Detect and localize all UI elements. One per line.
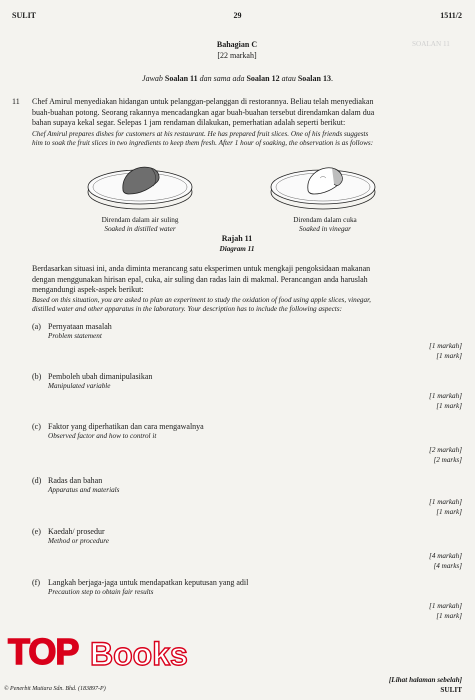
logo-books-text: Books	[90, 636, 188, 672]
header-sulit: SULIT	[12, 11, 37, 20]
caption-left: Direndam dalam air suling	[101, 216, 179, 224]
dish-distilled-water	[85, 156, 195, 214]
ghost-text: SOALAN 11	[412, 40, 450, 48]
footer-sulit: SULIT	[440, 686, 462, 694]
situation-malay: Berdasarkan situasi ini, anda diminta merancang satu eksperimen untuk mengkaji pengoksidaan makanan dengan menggunakan hirisan epal, cuka, air suling dan radas lain di makmal. Perancangan anda haruslah mengandungi aspek-aspek berikut:	[32, 264, 371, 294]
logo-top-text: TOP	[8, 631, 79, 672]
caption-left-en: Soaked in distilled water	[104, 225, 176, 233]
topbooks-logo	[8, 630, 188, 680]
diagram-title-en: Diagram 11	[219, 245, 255, 253]
header-code: 1511/2	[440, 11, 462, 20]
footer-next-page: [Lihat halaman sebelah]	[388, 676, 462, 684]
exam-page: SULIT 29 1511/2 SOALAN 11 Bahagian C [22 markah] Jawab Soalan 11 dan sama ada Soalan 12 atau Soalan 13. 11 Chef Amirul menyediakan hidangan untuk pelanggan-pelanggan di restorannya. Beliau telah menyediakan buah-buahan potong. Seorang rakannya mencadangkan agar buah-buahan tersebut direndamkan dalam dua bahan supaya kekal segar. Selepas 1 jam rendaman dilakukan, pemerhatian adalah seperti berikut: Chef Amirul prepares dishes for customers at his restaurant. He has prepared fruit slices. One of his friends suggests him to soak the fruit slices in two ingredients to keep them fresh. After 1 hour of soaking, the observation is as follows: Direndam dalam air suling Soaked in distilled water Direndam dalam cuka Soaked in vinegar Rajah 11 Diagram 11 Berdasarkan situasi ini, anda diminta merancang satu eksperimen untuk mengkaji pengoksidaan makanan dengan menggunakan hirisan epal, cuka, air suling dan radas lain di makmal. Perancangan anda haruslah mengandungi aspek-aspek berikut: Based on this situation, you are asked to plan an experiment to study the oxidation of food using apple slices, vinegar, distilled water and other apparatus in the laboratory. Your description has to include the following aspects: (a) Pernyataan masalah Problem statement [1 markah] [1 mark] (b) Pemboleh ubah dimanipulasikan Manipulated variable [1 markah] [1 mark] (c) Faktor yang diperhatikan dan cara mengawalnya Observed factor and how to control it [2 markah] [2 marks] (d) Radas dan bahan Apparatus and materials [1 markah] [1 mark] (e) Kaedah/ prosedur Method or procedure [4 markah] [4 marks] (f) Langkah berjaga-jaga untuk mendapatkan keputusan yang adil Precaution step to obtain fair results [1 markah] [1 mark] TOP Books © Penerbit Mutiara Sdn. Bhd. (183897-P) [Lihat halaman sebelah] SULIT	[4, 11, 462, 694]
caption-right-en: Soaked in vinegar	[299, 225, 351, 233]
question-malay: Chef Amirul menyediakan hidangan untuk pelanggan-pelanggan di restorannya. Beliau telah menyediakan buah-buahan potong. Seorang rakannya mencadangkan agar buah-buahan tersebut direndamkan dalam dua bahan supaya kekal segar. Selepas 1 jam rendaman dilakukan, pemerhatian adalah seperti berikut:	[32, 97, 375, 127]
diagram-title: Rajah 11	[221, 234, 253, 243]
question-english: Chef Amirul prepares dishes for customers at his restaurant. He has prepared fruit slices. One of his friends suggests him to soak the fruit slices in two ingredients to keep them fresh. After 1 hour of soaking, the observation is as follows:	[32, 130, 374, 147]
caption-right: Direndam dalam cuka	[293, 216, 357, 224]
situation-english: Based on this situation, you are asked to plan an experiment to study the oxidation of food using apple slices, vinegar, distilled water and other apparatus in the laboratory. Your description has to include the following aspects:	[32, 296, 371, 313]
dish-vinegar	[268, 156, 378, 214]
section-marks: [22 markah]	[217, 51, 257, 60]
question-number: 11	[12, 97, 20, 106]
header-page-number: 29	[233, 11, 242, 20]
footer-publisher: © Penerbit Mutiara Sdn. Bhd. (183897-P)	[4, 686, 106, 692]
section-title: Bahagian C	[216, 40, 258, 49]
instruction: Jawab Soalan 11 dan sama ada Soalan 12 atau Soalan 13.	[142, 74, 333, 83]
